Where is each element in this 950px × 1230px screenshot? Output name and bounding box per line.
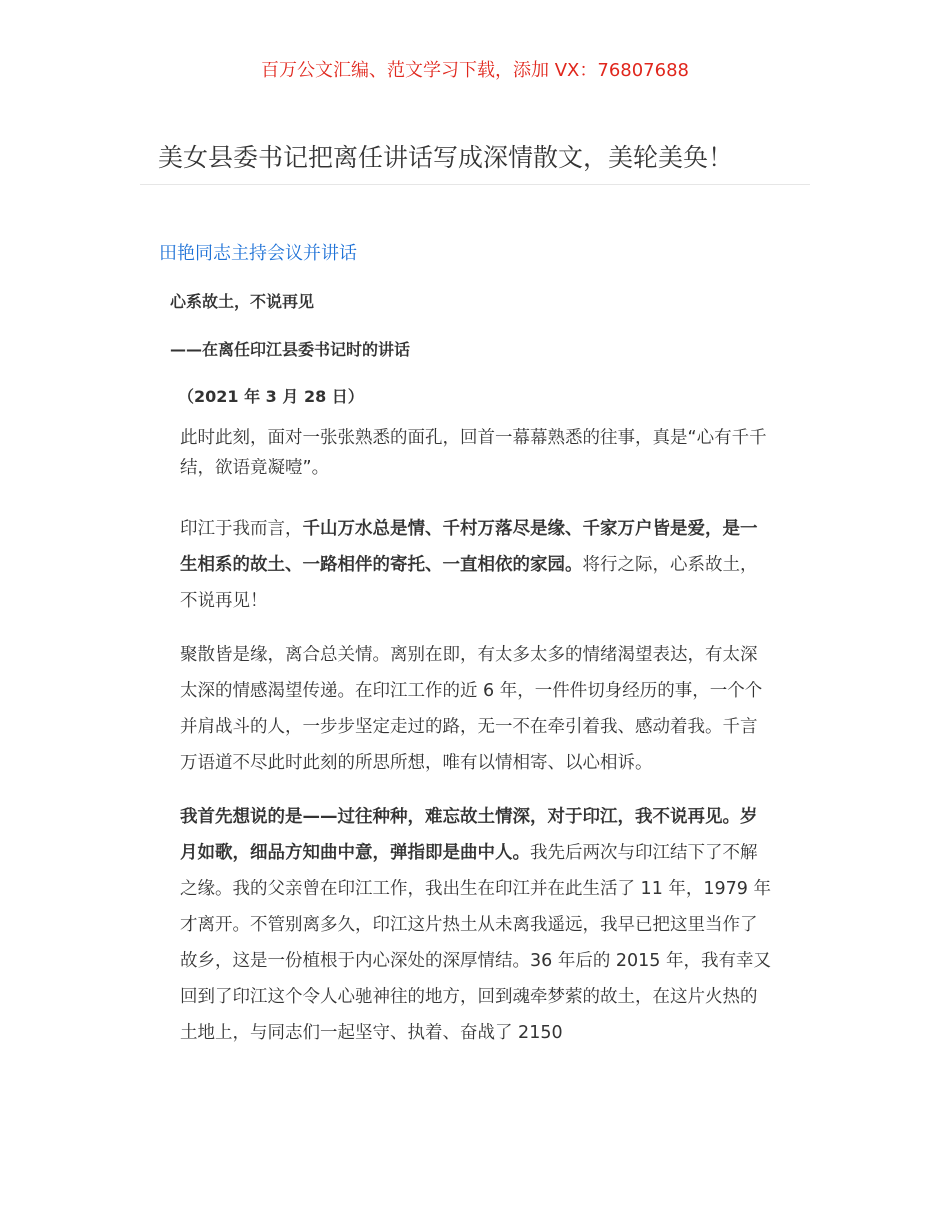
bold-text: 千山万水总是情、千村万落尽是缘、千家万户皆是爱，是一生相系的故土、一路相伴的寄托、一直相依的家园。 xyxy=(180,519,758,575)
related-article-link[interactable]: 田艳同志主持会议并讲话 xyxy=(159,243,357,264)
watermark-banner: 百万公文汇编、范文学习下载，添加 VX：76807688 xyxy=(261,60,689,81)
divider xyxy=(140,184,810,185)
speech-date: （2021 年 3 月 28 日） xyxy=(178,387,364,406)
paragraph xyxy=(180,799,774,1051)
bold-text: 我首先想说的是——过往种种，难忘故土情深，对于印江，我不说再见。岁月如歌，细品方知曲中意，弹指即是曲中人。 xyxy=(180,807,758,863)
article-title: 美女县委书记把离任讲话写成深情散文，美轮美奂！ xyxy=(158,143,734,172)
speech-title: 心系故土，不说再见 xyxy=(170,292,315,311)
speech-subtitle: ——在离任印江县委书记时的讲话 xyxy=(170,340,411,359)
text: 此时此刻，面对一张张熟悉的面孔，回首一幕幕熟悉的往事，真是“心有千千结，欲语竟凝噎”。 xyxy=(180,428,767,478)
text: 我先后两次与印江结下了不解之缘。我的父亲曾在印江工作，我出生在印江并在此生活了 11 年，1979 年才离开。不管别离多久，印江这片热土从未离我遥远，我早已把这里当作了故乡，这是一份植根于内心深处的深厚情结。36 年后的 2015 年，我有幸又回到了印江这个令人心驰神往的地方，回到魂牵梦萦的故土，在这片火热的土地上，与同志们一起坚守、执着、奋战了 2150 xyxy=(180,843,771,1043)
text: 将行之际，心系故土，不说再见！ xyxy=(180,555,758,611)
paragraph xyxy=(180,511,774,619)
article-body xyxy=(180,423,774,1069)
text: 聚散皆是缘，离合总关情。离别在即，有太多太多的情绪渴望表达，有太深太深的情感渴望传递。在印江工作的近 6 年，一件件切身经历的事，一个个并肩战斗的人，一步步坚定走过的路，无一不在牵引着我、感动着我。千言万语道不尽此时此刻的所思所想，唯有以情相寄、以心相诉。 xyxy=(180,645,763,773)
paragraph xyxy=(180,423,774,483)
paragraph xyxy=(180,637,774,781)
text: 印江于我而言， xyxy=(180,519,303,539)
